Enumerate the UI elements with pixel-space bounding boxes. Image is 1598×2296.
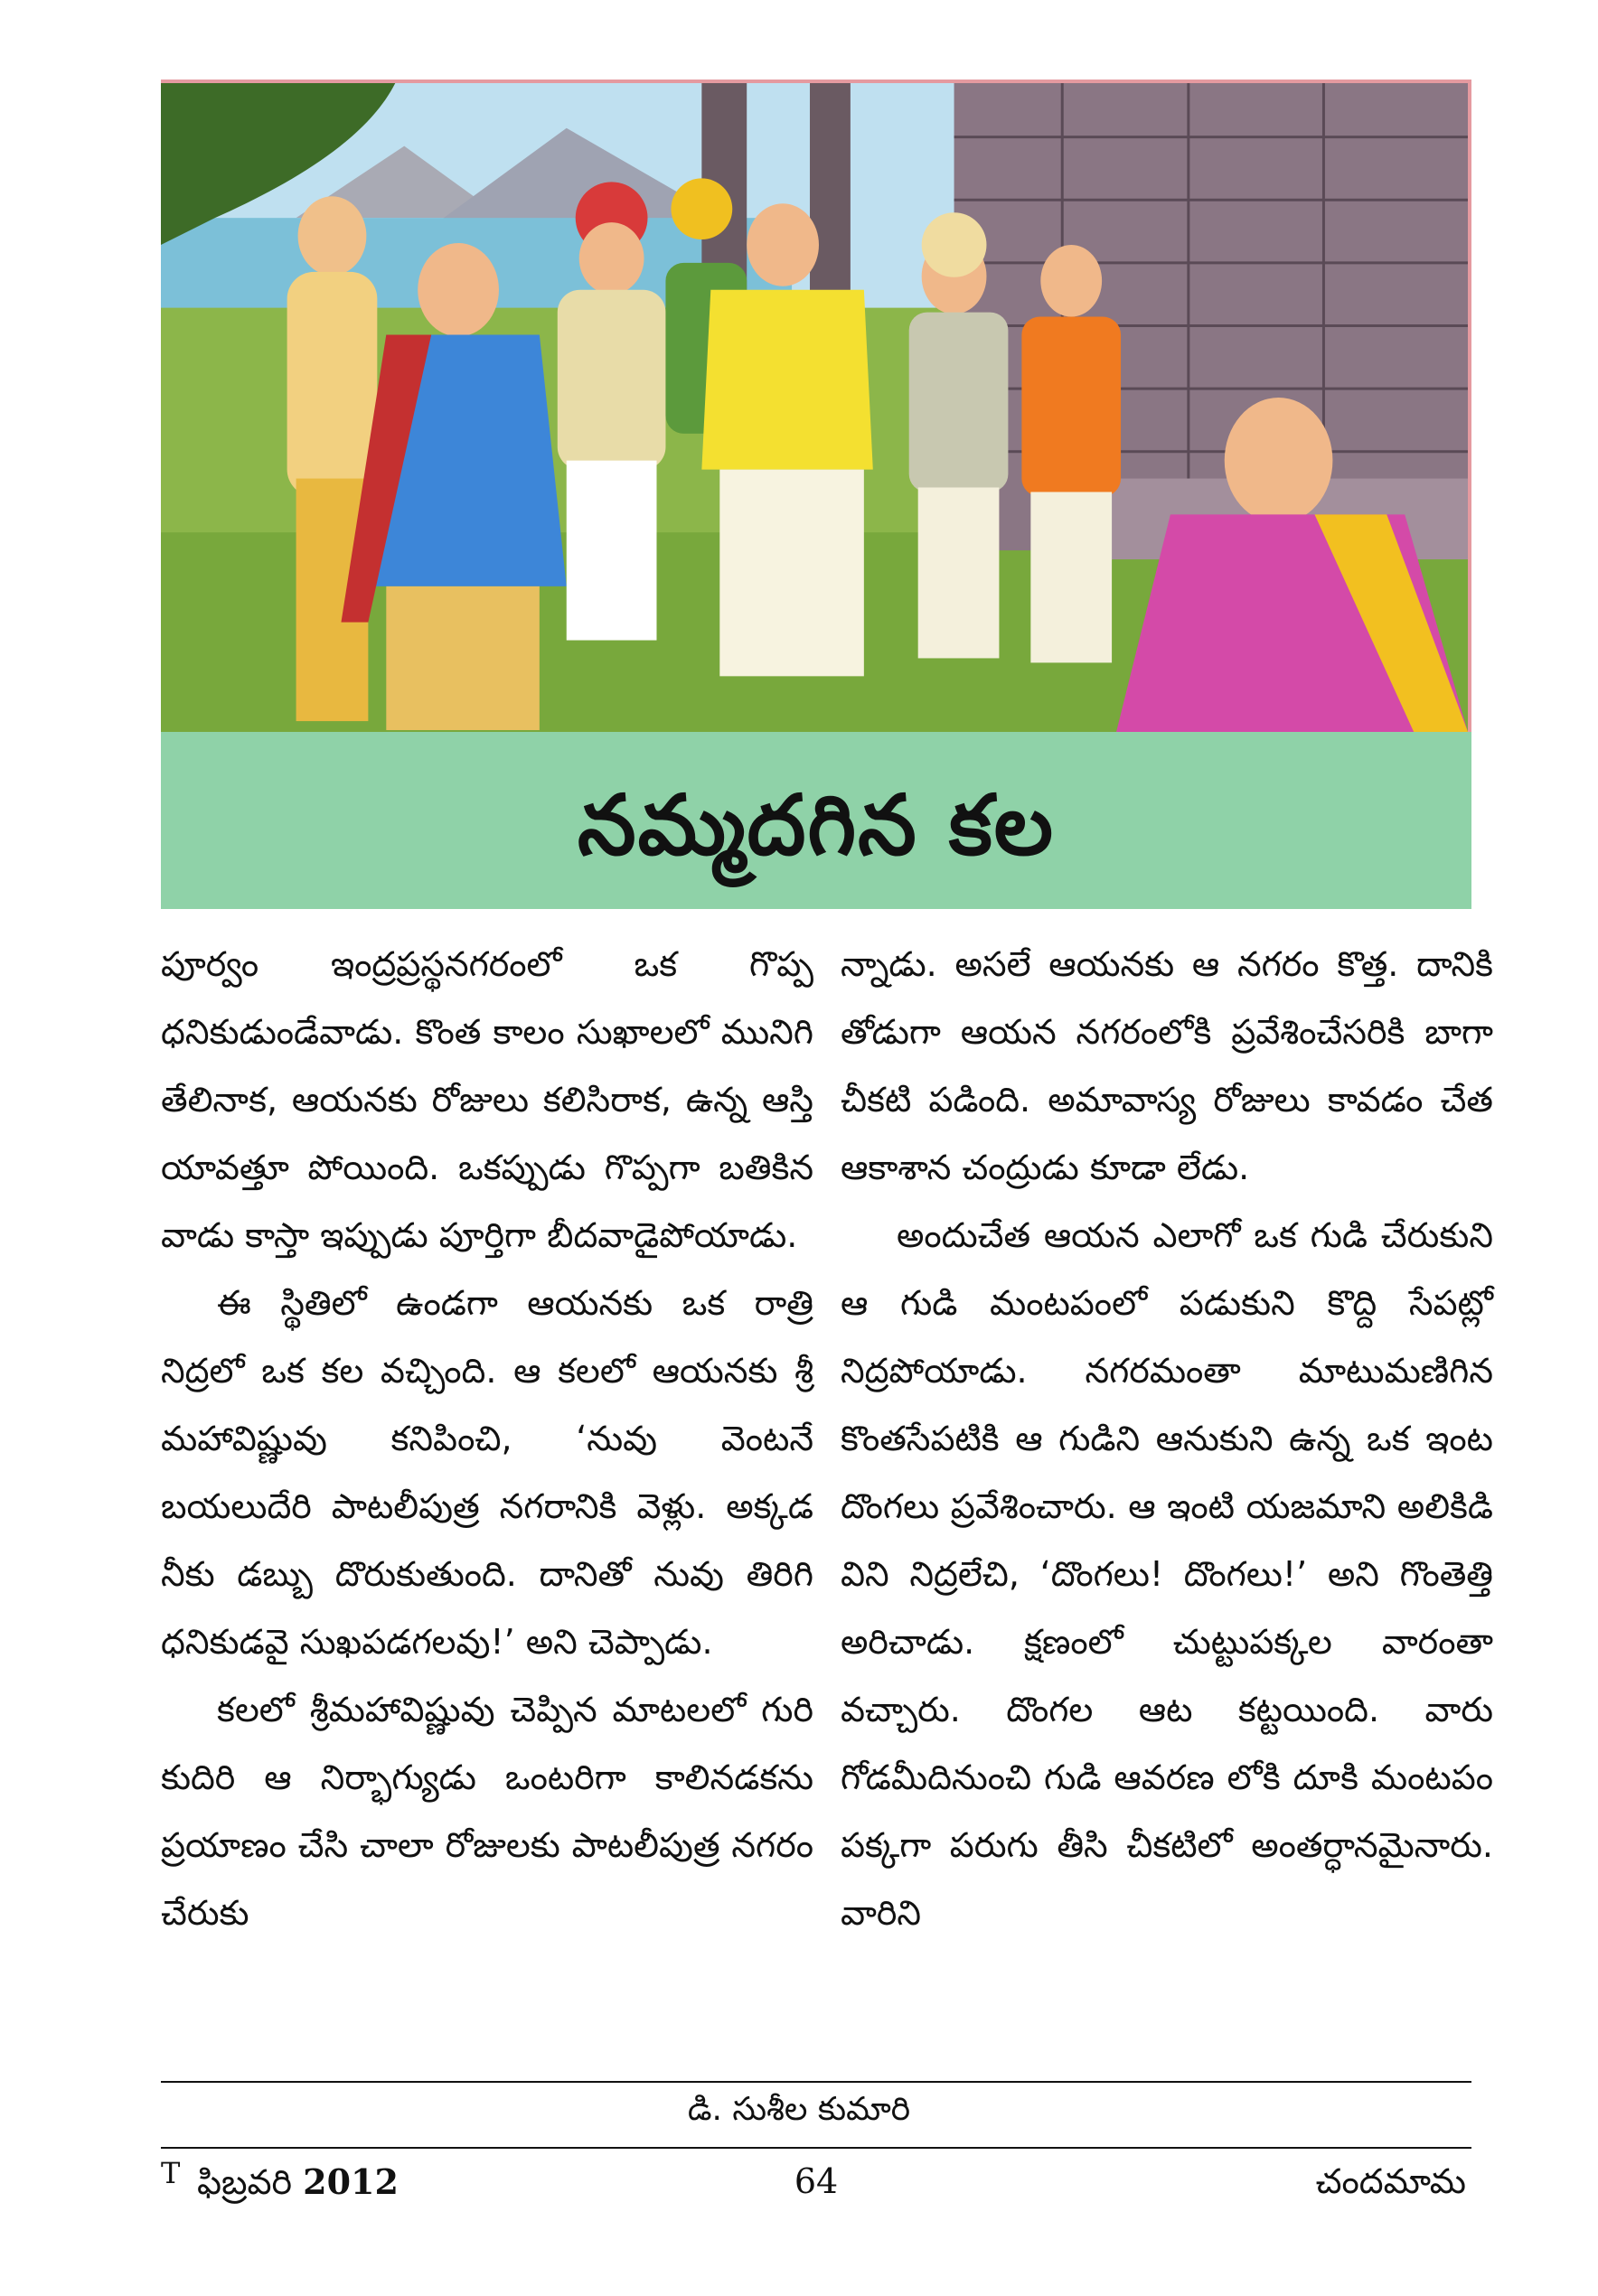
divider — [161, 2081, 1471, 2083]
paragraph: పూర్వం ఇంద్రప్రస్థనగరంలో ఒక గొప్ప ధనికుడుండేవాడు. కొంత కాలం సుఖాలలో మునిగి తేలినాక, ఆయనకు రోజులు కలిసిరాక, ఉన్న ఆస్తి యావత్తూ పోయింది. ఒకప్పుడు గొప్పగా బతికిన వాడు కాస్తా ఇప్పుడు పూర్తిగా బీదవాడైపోయాడు. — [161, 944, 813, 1255]
footer-marker: T — [161, 2156, 181, 2190]
paragraph: అందుచేత ఆయన ఎలాగో ఒక గుడి చేరుకుని ఆ గుడి మంటపంలో పడుకుని కొద్ది సేపట్లో నిద్రపోయాడు. నగరమంతా మాటుమణిగిన కొంతసేపటికి ఆ గుడిని ఆనుకుని ఉన్న ఒక ఇంట దొంగలు ప్రవేశించారు. ఆ ఇంటి యజమాని అలికిడి విని నిద్రలేచి, ‘దొంగలు! దొంగలు!’ అని గొంతెత్తి అరిచాడు. క్షణంలో చుట్టుపక్కల వారంతా వచ్చారు. దొంగల ఆట కట్టయింది. వారు గోడమీదినుంచి గుడి ఆవరణ లోకి దూకి మంటపం పక్కగా పరుగు తీసి చీకటిలో అంతర్ధానమైనారు. వారిని — [841, 1215, 1493, 1933]
paragraph: ఈ స్థితిలో ఉండగా ఆయనకు ఒక రాత్రి నిద్రలో ఒక కల వచ్చింది. ఆ కలలో ఆయనకు శ్రీ మహావిష్ణువు కనిపించి, ‘నువు వెంటనే బయలుదేరి పాటలీపుత్ర నగరానికి వెళ్లు. అక్కడ నీకు డబ్బు దొరుకుతుంది. దానితో నువు తిరిగి ధనికుడవై సుఖపడగలవు!’ అని చెప్పాడు. — [161, 1283, 813, 1662]
page-footer — [161, 2156, 1471, 2216]
issue-month: ఫిబ్రవరి — [197, 2162, 293, 2202]
page-number: 64 — [794, 2161, 839, 2201]
issue-year: 2012 — [303, 2161, 399, 2202]
title-band — [161, 732, 1471, 909]
right-column — [841, 931, 1493, 1947]
paragraph: కలలో శ్రీమహావిష్ణువు చెప్పిన మాటలలో గురి కుదిరి ఆ నిర్భాగ్యుడు ఒంటరిగా కాలినడకను ప్రయాణం చేసి చాలా రోజులకు పాటలీపుత్ర నగరం చేరుకు — [161, 1690, 813, 1933]
story-title: నమ్మదగిన కల — [578, 777, 1055, 874]
divider — [161, 2147, 1471, 2149]
left-column — [161, 931, 813, 1947]
paragraph: న్నాడు. అసలే ఆయనకు ఆ నగరం కొత్త. దానికి తోడుగా ఆయన నగరంలోకి ప్రవేశించేసరికి బాగా చీకటి పడింది. అమావాస్య రోజులు కావడం చేత ఆకాశాన చంద్రుడు కూడా లేడు. — [841, 944, 1493, 1187]
story-illustration — [161, 80, 1471, 732]
magazine-name: చందమామ — [1315, 2161, 1466, 2201]
author-credit: డి. సుశీల కుమారి — [687, 2091, 911, 2128]
illustration-scene — [161, 83, 1468, 732]
